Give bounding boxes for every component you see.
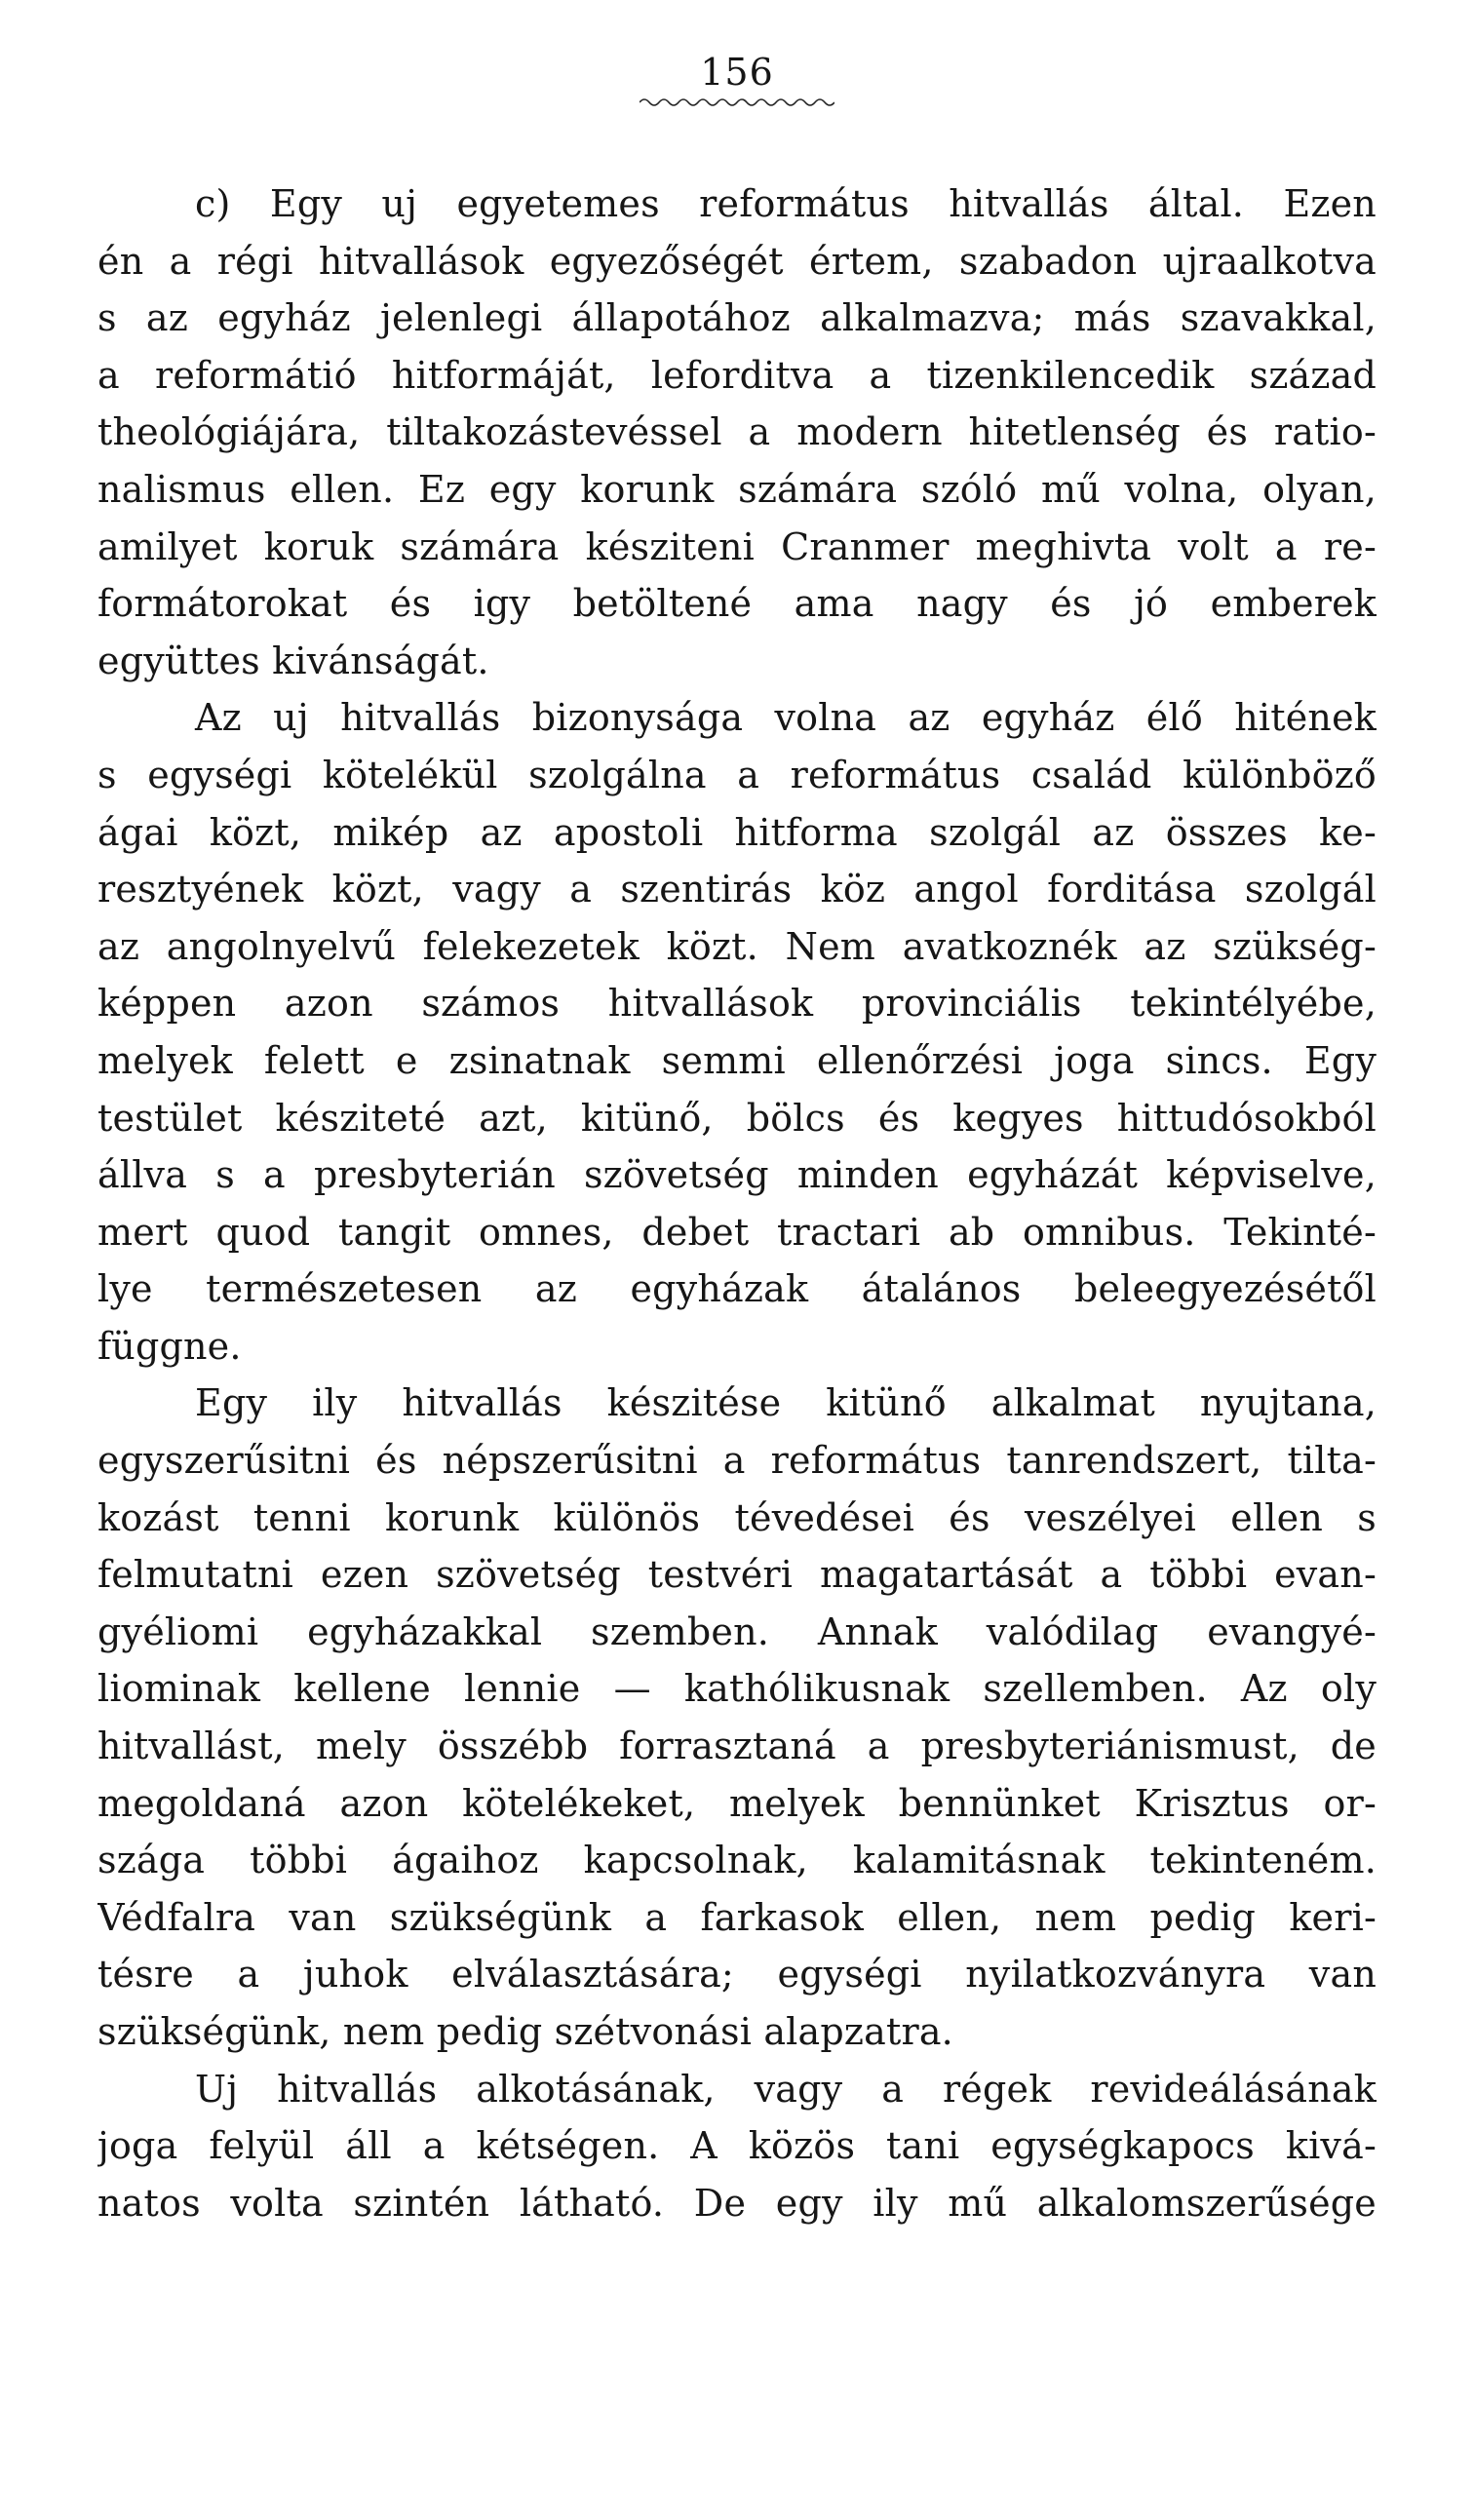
text-line: kozást tenni korunk különös tévedései és veszélyei ellen s xyxy=(97,1495,1377,1539)
text-line: formátorokat és igy betöltené ama nagy és jó emberek xyxy=(97,582,1377,626)
text-line: Védfalra van szükségünk a farkasok ellen, nem pedig keri- xyxy=(97,1895,1377,1939)
text-line: képpen azon számos hitvallások provinciális tekintélyébe, xyxy=(97,982,1377,1026)
text-line: melyek felett e zsinatnak semmi ellenőrzési joga sincs. Egy xyxy=(97,1038,1377,1082)
text-line: c) Egy uj egyetemes református hitvallás által. Ezen xyxy=(195,182,1377,225)
text-line: Egy ily hitvallás készitése kitünő alkalmat nyujtana, xyxy=(195,1381,1377,1425)
text-line: hitvallást, mely összébb forrasztaná a presbyteriánismust, de xyxy=(97,1725,1377,1768)
text-line: felmutatni ezen szövetség testvéri magatartását a többi evan- xyxy=(97,1553,1377,1597)
page-header xyxy=(0,51,1474,109)
text-line: s az egyház jelenlegi állapotához alkalmazva; más szavakkal, xyxy=(97,296,1377,340)
text-line: testület késziteté azt, kitünő, bölcs és kegyes hittudósokból xyxy=(97,1096,1377,1140)
text-line: megoldaná azon kötelékeket, melyek bennünket Krisztus or- xyxy=(97,1781,1377,1825)
text-line: mert quod tangit omnes, debet tractari ab omnibus. Tekinté- xyxy=(97,1210,1377,1254)
text-line: nalismus ellen. Ez egy korunk számára szóló mű volna, olyan, xyxy=(97,467,1377,511)
page-number: 156 xyxy=(700,51,774,94)
text-line: állva s a presbyterián szövetség minden egyházát képviselve, xyxy=(97,1153,1377,1197)
text-line: Az uj hitvallás bizonysága volna az egyház élő hitének xyxy=(195,696,1377,740)
text-line: az angolnyelvű felekezetek közt. Nem avatkoznék az szükség- xyxy=(97,924,1377,968)
text-line: ágai közt, mikép az apostoli hitforma szolgál az összes ke- xyxy=(97,810,1377,854)
text-line: joga felyül áll a kétségen. A közös tani egységkapocs kivá- xyxy=(97,2124,1377,2168)
text-line: gyéliomi egyházakkal szemben. Annak valódilag evangyé- xyxy=(97,1609,1377,1653)
text-line: függne. xyxy=(97,1324,242,1368)
text-line: Uj hitvallás alkotásának, vagy a régek revideálásának xyxy=(195,2067,1377,2111)
text-line: együttes kivánságát. xyxy=(97,639,489,682)
text-line: lye természetesen az egyházak átalános beleegyezésétől xyxy=(97,1267,1377,1311)
text-line: egyszerűsitni és népszerűsitni a református tanrendszert, tilta- xyxy=(97,1439,1377,1483)
text-line: natos volta szintén látható. De egy ily mű alkalomszerűsége xyxy=(97,2181,1377,2225)
text-line: s egységi kötelékül szolgálna a református család különböző xyxy=(97,753,1377,796)
text-line: theológiájára, tiltakozástevéssel a modern hitetlenség és ratio- xyxy=(97,410,1377,454)
wavy-rule-ornament xyxy=(640,96,834,109)
text-line: szükségünk, nem pedig szétvonási alapzatra. xyxy=(97,2010,953,2053)
page-body-text xyxy=(97,175,1377,2231)
text-line: a reformátió hitformáját, leforditva a tizenkilencedik század xyxy=(97,353,1377,397)
text-line: liominak kellene lennie — kathólikusnak szellemben. Az oly xyxy=(97,1667,1377,1711)
text-line: szága többi ágaihoz kapcsolnak, kalamitásnak tekinteném. xyxy=(97,1839,1377,1882)
text-line: én a régi hitvallások egyezőségét értem, szabadon ujraalkotva xyxy=(97,239,1377,283)
text-line: amilyet koruk számára késziteni Cranmer meghivta volt a re- xyxy=(97,524,1377,568)
text-line: tésre a juhok elválasztására; egységi nyilatkozványra van xyxy=(97,1953,1377,1997)
text-line: resztyének közt, vagy a szentirás köz angol forditása szolgál xyxy=(97,868,1377,911)
